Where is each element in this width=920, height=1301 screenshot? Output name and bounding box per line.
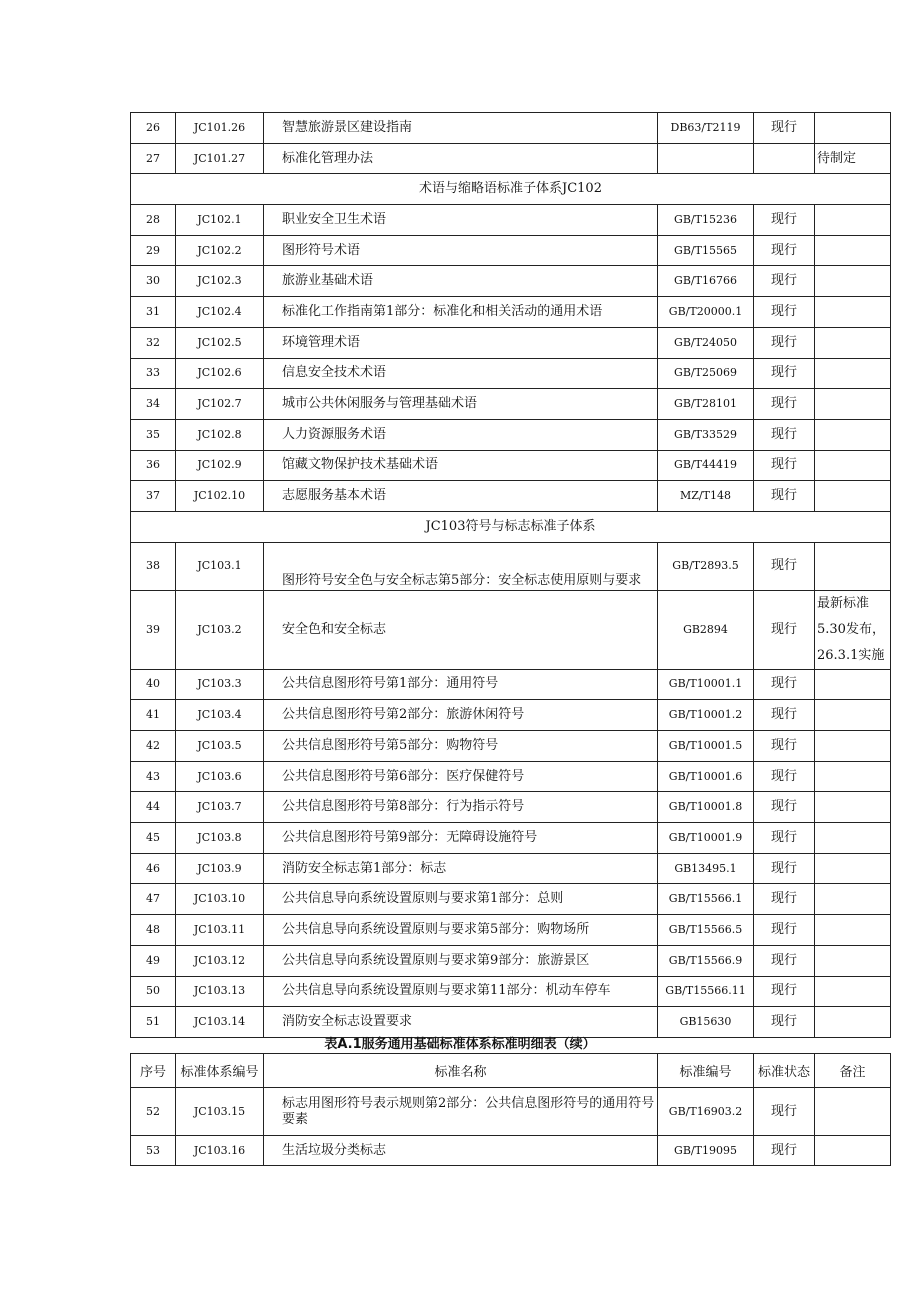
row-number: 28	[131, 205, 176, 236]
standard-number: GB/T25069	[658, 358, 754, 389]
standard-status: 现行	[754, 327, 815, 358]
standard-status: 现行	[754, 266, 815, 297]
standard-name: 公共信息导向系统设置原则与要求第9部分：旅游景区	[264, 945, 658, 976]
standard-status: 现行	[754, 976, 815, 1007]
system-code: JC103.5	[176, 731, 264, 762]
standard-name: 志愿服务基本术语	[264, 481, 658, 512]
system-code: JC103.11	[176, 915, 264, 946]
standard-status: 现行	[754, 823, 815, 854]
standard-number: GB/T10001.6	[658, 761, 754, 792]
row-number: 26	[131, 113, 176, 144]
system-code: JC101.26	[176, 113, 264, 144]
standard-number: GB/T2893.5	[658, 542, 754, 590]
standard-number: GB/T10001.9	[658, 823, 754, 854]
system-code: JC102.2	[176, 235, 264, 266]
system-code: JC103.2	[176, 590, 264, 669]
row-number: 46	[131, 853, 176, 884]
standard-status: 现行	[754, 915, 815, 946]
row-number: 38	[131, 542, 176, 590]
standard-name: 人力资源服务术语	[264, 419, 658, 450]
table-caption: 表A.1服务通用基础标准体系标准明细表（续）	[324, 1037, 596, 1052]
remark	[815, 481, 891, 512]
table-row	[131, 669, 891, 700]
system-code: JC102.8	[176, 419, 264, 450]
standard-status: 现行	[754, 205, 815, 236]
remark	[815, 1088, 891, 1136]
standard-name: 公共信息导向系统设置原则与要求第11部分：机动车停车	[264, 976, 658, 1007]
section-title: JC103符号与标志标准子体系	[131, 511, 891, 542]
standard-number: GB/T15565	[658, 235, 754, 266]
system-code: JC102.6	[176, 358, 264, 389]
standard-name: 图形符号术语	[264, 235, 658, 266]
remark: 最新标准5.30发布，26.3.1实施	[815, 590, 891, 669]
standard-number: GB/T10001.1	[658, 669, 754, 700]
table-row	[131, 113, 891, 144]
row-number: 47	[131, 884, 176, 915]
row-number: 53	[131, 1136, 176, 1166]
table-row	[131, 419, 891, 450]
standard-number: GB/T44419	[658, 450, 754, 481]
table-row	[131, 358, 891, 389]
standard-number: GB2894	[658, 590, 754, 669]
table-row	[131, 297, 891, 328]
remark	[815, 700, 891, 731]
standard-status: 现行	[754, 761, 815, 792]
remark	[815, 389, 891, 420]
standard-number: GB/T15566.11	[658, 976, 754, 1007]
standard-status: 现行	[754, 731, 815, 762]
standard-number: GB/T15566.1	[658, 884, 754, 915]
remark	[815, 235, 891, 266]
remark	[815, 113, 891, 144]
remark	[815, 731, 891, 762]
system-code: JC103.16	[176, 1136, 264, 1166]
remark	[815, 297, 891, 328]
remark	[815, 327, 891, 358]
standard-name: 环境管理术语	[264, 327, 658, 358]
system-code: JC102.9	[176, 450, 264, 481]
row-number: 41	[131, 700, 176, 731]
table-row	[131, 590, 891, 669]
standard-name: 公共信息图形符号第5部分：购物符号	[264, 731, 658, 762]
row-number: 27	[131, 143, 176, 174]
table-row	[131, 450, 891, 481]
row-number: 37	[131, 481, 176, 512]
system-code: JC103.3	[176, 669, 264, 700]
standard-number: GB/T15566.5	[658, 915, 754, 946]
standard-status: 现行	[754, 1007, 815, 1038]
table-row	[131, 853, 891, 884]
table-row	[131, 976, 891, 1007]
standard-number	[658, 143, 754, 174]
standard-name: 公共信息图形符号第9部分：无障碍设施符号	[264, 823, 658, 854]
standard-number: GB/T15566.9	[658, 945, 754, 976]
standard-status: 现行	[754, 419, 815, 450]
standard-number: GB/T10001.8	[658, 792, 754, 823]
standard-number: GB/T16766	[658, 266, 754, 297]
system-code: JC102.5	[176, 327, 264, 358]
standard-name: 消防安全标志第1部分：标志	[264, 853, 658, 884]
standard-name: 公共信息图形符号第1部分：通用符号	[264, 669, 658, 700]
row-number: 50	[131, 976, 176, 1007]
table-row	[131, 915, 891, 946]
remark	[815, 915, 891, 946]
table-row	[131, 792, 891, 823]
standard-name: 公共信息图形符号第8部分：行为指示符号	[264, 792, 658, 823]
section-row	[131, 511, 891, 542]
table-row	[131, 143, 891, 174]
table-row	[131, 327, 891, 358]
system-code: JC102.3	[176, 266, 264, 297]
table-row	[131, 1136, 891, 1166]
standard-name: 公共信息图形符号第6部分：医疗保健符号	[264, 761, 658, 792]
remark	[815, 792, 891, 823]
standard-number: GB/T19095	[658, 1136, 754, 1166]
system-code: JC102.7	[176, 389, 264, 420]
row-number: 30	[131, 266, 176, 297]
system-code: JC102.10	[176, 481, 264, 512]
standards-table-continued	[130, 1053, 891, 1166]
system-code: JC103.4	[176, 700, 264, 731]
table-row	[131, 945, 891, 976]
row-number: 52	[131, 1088, 176, 1136]
standard-status	[754, 143, 815, 174]
row-number: 36	[131, 450, 176, 481]
remark	[815, 542, 891, 590]
standard-status: 现行	[754, 1088, 815, 1136]
row-number: 45	[131, 823, 176, 854]
standard-number: DB63/T2119	[658, 113, 754, 144]
standard-number: GB/T16903.2	[658, 1088, 754, 1136]
system-code: JC103.8	[176, 823, 264, 854]
standard-name: 旅游业基础术语	[264, 266, 658, 297]
remark	[815, 823, 891, 854]
row-number: 42	[131, 731, 176, 762]
table-row	[131, 481, 891, 512]
standard-name: 标准化管理办法	[264, 143, 658, 174]
header-name: 标准名称	[264, 1054, 658, 1088]
system-code: JC103.9	[176, 853, 264, 884]
table-row	[131, 731, 891, 762]
standard-status: 现行	[754, 481, 815, 512]
row-number: 51	[131, 1007, 176, 1038]
standard-status: 现行	[754, 853, 815, 884]
header-std: 标准编号	[658, 1054, 754, 1088]
header-no: 序号	[131, 1054, 176, 1088]
row-number: 40	[131, 669, 176, 700]
standard-name: 职业安全卫生术语	[264, 205, 658, 236]
system-code: JC103.1	[176, 542, 264, 590]
header-code: 标准体系编号	[176, 1054, 264, 1088]
table-row	[131, 389, 891, 420]
table-row	[131, 235, 891, 266]
section-title: 术语与缩略语标准子体系JC102	[131, 174, 891, 205]
table-row	[131, 205, 891, 236]
remark	[815, 853, 891, 884]
row-number: 29	[131, 235, 176, 266]
row-number: 33	[131, 358, 176, 389]
header-status: 标准状态	[754, 1054, 815, 1088]
standard-status: 现行	[754, 792, 815, 823]
row-number: 32	[131, 327, 176, 358]
standard-number: GB/T28101	[658, 389, 754, 420]
standard-status: 现行	[754, 669, 815, 700]
standard-status: 现行	[754, 389, 815, 420]
table-row	[131, 700, 891, 731]
standard-name: 馆藏文物保护技术基础术语	[264, 450, 658, 481]
remark	[815, 669, 891, 700]
header-note: 备注	[815, 1054, 891, 1088]
standard-name: 公共信息导向系统设置原则与要求第1部分：总则	[264, 884, 658, 915]
standard-name: 标志用图形符号表示规则第2部分：公共信息图形符号的通用符号要素	[264, 1088, 658, 1136]
system-code: JC102.1	[176, 205, 264, 236]
standard-status: 现行	[754, 358, 815, 389]
header-row	[131, 1054, 891, 1088]
standard-number: GB15630	[658, 1007, 754, 1038]
row-number: 35	[131, 419, 176, 450]
system-code: JC103.6	[176, 761, 264, 792]
remark	[815, 761, 891, 792]
remark	[815, 266, 891, 297]
standard-status: 现行	[754, 590, 815, 669]
standard-number: GB13495.1	[658, 853, 754, 884]
standard-status: 现行	[754, 113, 815, 144]
standard-name: 公共信息导向系统设置原则与要求第5部分：购物场所	[264, 915, 658, 946]
system-code: JC102.4	[176, 297, 264, 328]
standard-status: 现行	[754, 542, 815, 590]
standard-number: GB/T10001.2	[658, 700, 754, 731]
standard-name: 标准化工作指南第1部分：标准化和相关活动的通用术语	[264, 297, 658, 328]
standard-name: 城市公共休闲服务与管理基础术语	[264, 389, 658, 420]
standard-number: GB/T33529	[658, 419, 754, 450]
table-row	[131, 823, 891, 854]
standard-status: 现行	[754, 297, 815, 328]
table-row	[131, 266, 891, 297]
system-code: JC103.10	[176, 884, 264, 915]
remark	[815, 945, 891, 976]
system-code: JC103.15	[176, 1088, 264, 1136]
standard-number: GB/T20000.1	[658, 297, 754, 328]
row-number: 43	[131, 761, 176, 792]
table-row	[131, 1088, 891, 1136]
table-row	[131, 884, 891, 915]
remark: 待制定	[815, 143, 891, 174]
standard-status: 现行	[754, 1136, 815, 1166]
standard-status: 现行	[754, 235, 815, 266]
system-code: JC103.14	[176, 1007, 264, 1038]
remark	[815, 1136, 891, 1166]
standards-table	[130, 112, 891, 1038]
section-row	[131, 174, 891, 205]
row-number: 31	[131, 297, 176, 328]
standard-status: 现行	[754, 945, 815, 976]
standard-name: 安全色和安全标志	[264, 590, 658, 669]
standard-name: 生活垃圾分类标志	[264, 1136, 658, 1166]
standard-number: MZ/T148	[658, 481, 754, 512]
row-number: 39	[131, 590, 176, 669]
remark	[815, 205, 891, 236]
system-code: JC101.27	[176, 143, 264, 174]
row-number: 34	[131, 389, 176, 420]
remark	[815, 976, 891, 1007]
standard-status: 现行	[754, 450, 815, 481]
remark	[815, 450, 891, 481]
remark	[815, 419, 891, 450]
table-row	[131, 542, 891, 590]
row-number: 44	[131, 792, 176, 823]
standard-name: 信息安全技术术语	[264, 358, 658, 389]
row-number: 48	[131, 915, 176, 946]
system-code: JC103.12	[176, 945, 264, 976]
table-row	[131, 761, 891, 792]
remark	[815, 358, 891, 389]
standard-number: GB/T15236	[658, 205, 754, 236]
standard-status: 现行	[754, 884, 815, 915]
standard-name: 公共信息图形符号第2部分：旅游休闲符号	[264, 700, 658, 731]
standard-name: 图形符号安全色与安全标志第5部分：安全标志使用原则与要求	[264, 542, 658, 590]
standard-number: GB/T24050	[658, 327, 754, 358]
standard-status: 现行	[754, 700, 815, 731]
standard-name: 智慧旅游景区建设指南	[264, 113, 658, 144]
row-number: 49	[131, 945, 176, 976]
standard-name: 消防安全标志设置要求	[264, 1007, 658, 1038]
system-code: JC103.7	[176, 792, 264, 823]
system-code: JC103.13	[176, 976, 264, 1007]
remark	[815, 884, 891, 915]
standard-number: GB/T10001.5	[658, 731, 754, 762]
